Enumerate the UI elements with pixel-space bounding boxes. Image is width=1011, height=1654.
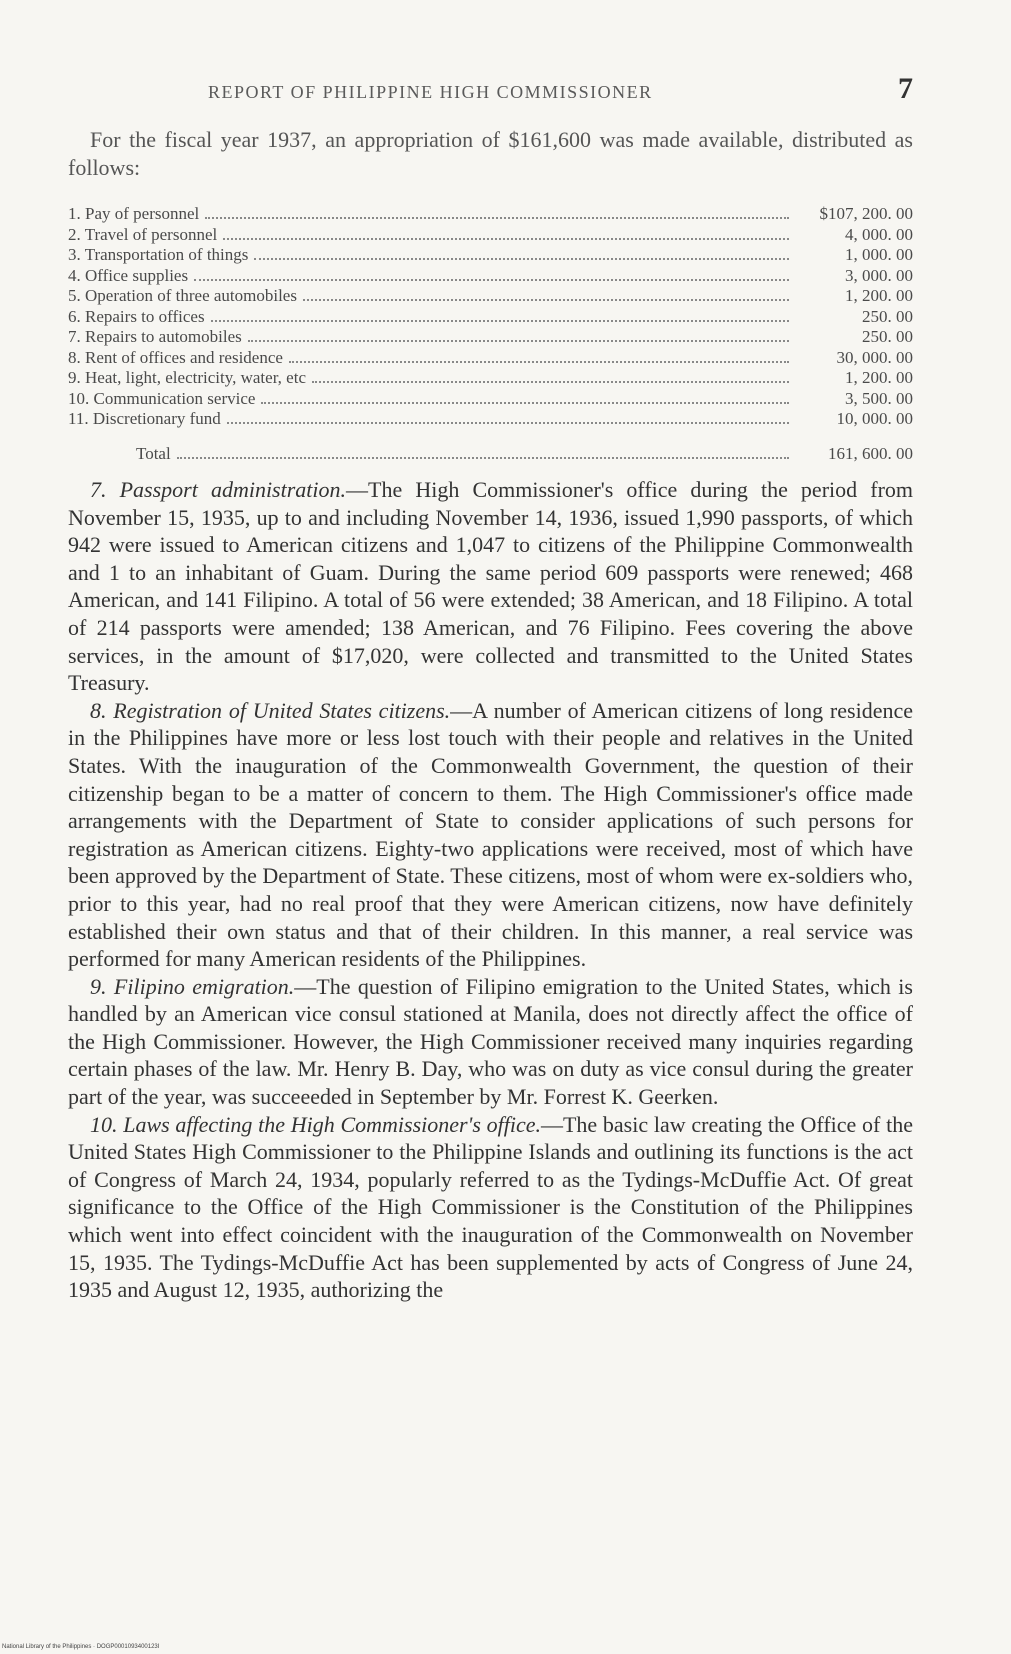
item-amount: 4, 000. 00 — [845, 224, 913, 244]
item-amount: 10, 000. 00 — [836, 409, 913, 428]
total-label: Total — [136, 443, 171, 463]
item-amount: 3, 000. 00 — [845, 265, 913, 285]
leader-dots — [223, 238, 789, 240]
item-label: 10. Communication service — [68, 388, 256, 408]
leader-dots — [177, 457, 789, 459]
leader-dots — [312, 381, 789, 383]
scan-footer: National Library of the Philippines · DOGP0001093400123I — [2, 1644, 160, 1650]
section-heading: 9. Filipino emigration. — [90, 973, 295, 999]
section-body: —A number of American citizens of long residence in the Philippines have more or less lost touch with their people and relatives in the United States. With the inauguration of the Commonwealth Government, the question of their citizenship began to be a matter of concern to them. The High Commissioner's office made arrangements with the Department of State to consider applications of such persons for registration as American citizens. Eighty-two applications were received, most of which have been approved by the Department of State. These citizens, most of whom were ex-soldiers who, prior to this year, had no real proof that they were American citizens, now have definitely established their own status and that of their children. In this manner, a real service was performed for many American residents of the Philippines. — [68, 697, 913, 972]
section-passport-administration — [68, 476, 913, 697]
table-row — [68, 389, 913, 410]
section-body: —The High Commissioner's office during the period from November 15, 1935, up to and including November 14, 1936, issued 1,990 passports, of which 942 were issued to American citizens and 1,047 to citizens of the Philippine Commonwealth and 1 to an inhabitant of Guam. During the same period 609 passports were renewed; 468 American, and 141 Filipino. A total of 56 were extended; 38 American, and 18 Filipino. A total of 214 passports were amended; 138 American, and 76 Filipino. Fees covering the above services, in the amount of $17,020, were collected and transmitted to the United States Treasury. — [68, 477, 914, 696]
page-header — [68, 72, 913, 118]
section-heading: 7. Passport administration. — [90, 477, 347, 502]
item-amount: 250. 00 — [862, 327, 913, 346]
table-row — [68, 266, 913, 287]
section-heading: 8. Registration of United States citizens. — [90, 697, 451, 723]
leader-dots — [194, 279, 789, 281]
table-row — [68, 204, 913, 225]
item-amount: 1, 200. 00 — [845, 286, 913, 305]
table-row — [68, 245, 913, 266]
leader-dots — [303, 299, 789, 301]
item-amount: 1, 200. 00 — [845, 368, 913, 387]
table-row — [68, 327, 913, 348]
running-head: REPORT OF PHILIPPINE HIGH COMMISSIONER — [208, 82, 653, 102]
section-heading: 10. Laws affecting the High Commissioner's office. — [90, 1111, 541, 1137]
item-label: 3. Transportation of things — [68, 245, 249, 264]
leader-dots — [254, 258, 789, 260]
section-body: —The basic law creating the Office of the United States High Commissioner to the Philippine Islands and outlining its functions is the act of Congress of March 24, 1934, popularly referred to as the Tydings-McDuffie Act. Of great significance to the Office of the High Commissioner is the Constitution of the Philippines which went into effect coincident with the inauguration of the Commonwealth on November 15, 1935. The Tydings-McDuffie Act has been supplemented by acts of Congress of June 24, 1935 and August 12, 1935, authorizing the — [68, 1111, 913, 1303]
item-amount: 30, 000. 00 — [836, 347, 913, 367]
section-registration-of-citizens — [68, 697, 913, 973]
table-row — [68, 225, 913, 246]
total-amount: 161, 600. 00 — [828, 443, 913, 463]
item-label: 8. Rent of offices and residence — [68, 347, 283, 367]
item-label: 4. Office supplies — [68, 265, 189, 285]
leader-dots — [227, 422, 789, 424]
leader-dots — [205, 217, 789, 219]
item-label: 5. Operation of three automobiles — [68, 286, 297, 305]
item-amount: 1, 000. 00 — [845, 245, 913, 264]
table-row — [68, 307, 913, 328]
leader-dots — [248, 340, 789, 342]
item-label: 11. Discretionary fund — [68, 409, 221, 428]
leader-dots — [261, 402, 789, 404]
item-amount: 250. 00 — [862, 306, 913, 326]
leader-dots — [211, 320, 789, 322]
section-filipino-emigration — [68, 973, 913, 1111]
appropriations-table — [68, 204, 913, 464]
item-amount: $107, 200. 00 — [819, 204, 913, 223]
intro-paragraph: For the fiscal year 1937, an appropriation of $161,600 was made available, distributed as follows: — [68, 127, 913, 180]
document-page — [68, 72, 914, 1304]
leader-dots — [289, 361, 789, 363]
page-number: 7 — [898, 72, 913, 105]
item-label: 7. Repairs to automobiles — [68, 327, 242, 346]
item-label: 6. Repairs to offices — [68, 306, 205, 326]
section-laws-affecting-office — [68, 1111, 913, 1304]
item-label: 1. Pay of personnel — [68, 204, 200, 223]
table-row — [68, 286, 913, 307]
total-row — [68, 444, 913, 465]
table-row — [68, 368, 913, 389]
section-body: —The question of Filipino emigration to the United States, which is handled by an American vice consul stationed at Manila, does not directly affect the office of the High Commissioner. However, the High Commissioner received many inquiries regarding certain phases of the law. Mr. Henry B. Day, who was on duty as vice consul during the greater part of the year, was succeeeded in September by Mr. Forrest K. Geerken. — [68, 973, 913, 1110]
table-row — [68, 409, 913, 430]
item-label: 2. Travel of personnel — [68, 224, 218, 244]
table-row — [68, 348, 913, 369]
item-amount: 3, 500. 00 — [845, 388, 913, 408]
item-label: 9. Heat, light, electricity, water, etc — [68, 368, 306, 387]
